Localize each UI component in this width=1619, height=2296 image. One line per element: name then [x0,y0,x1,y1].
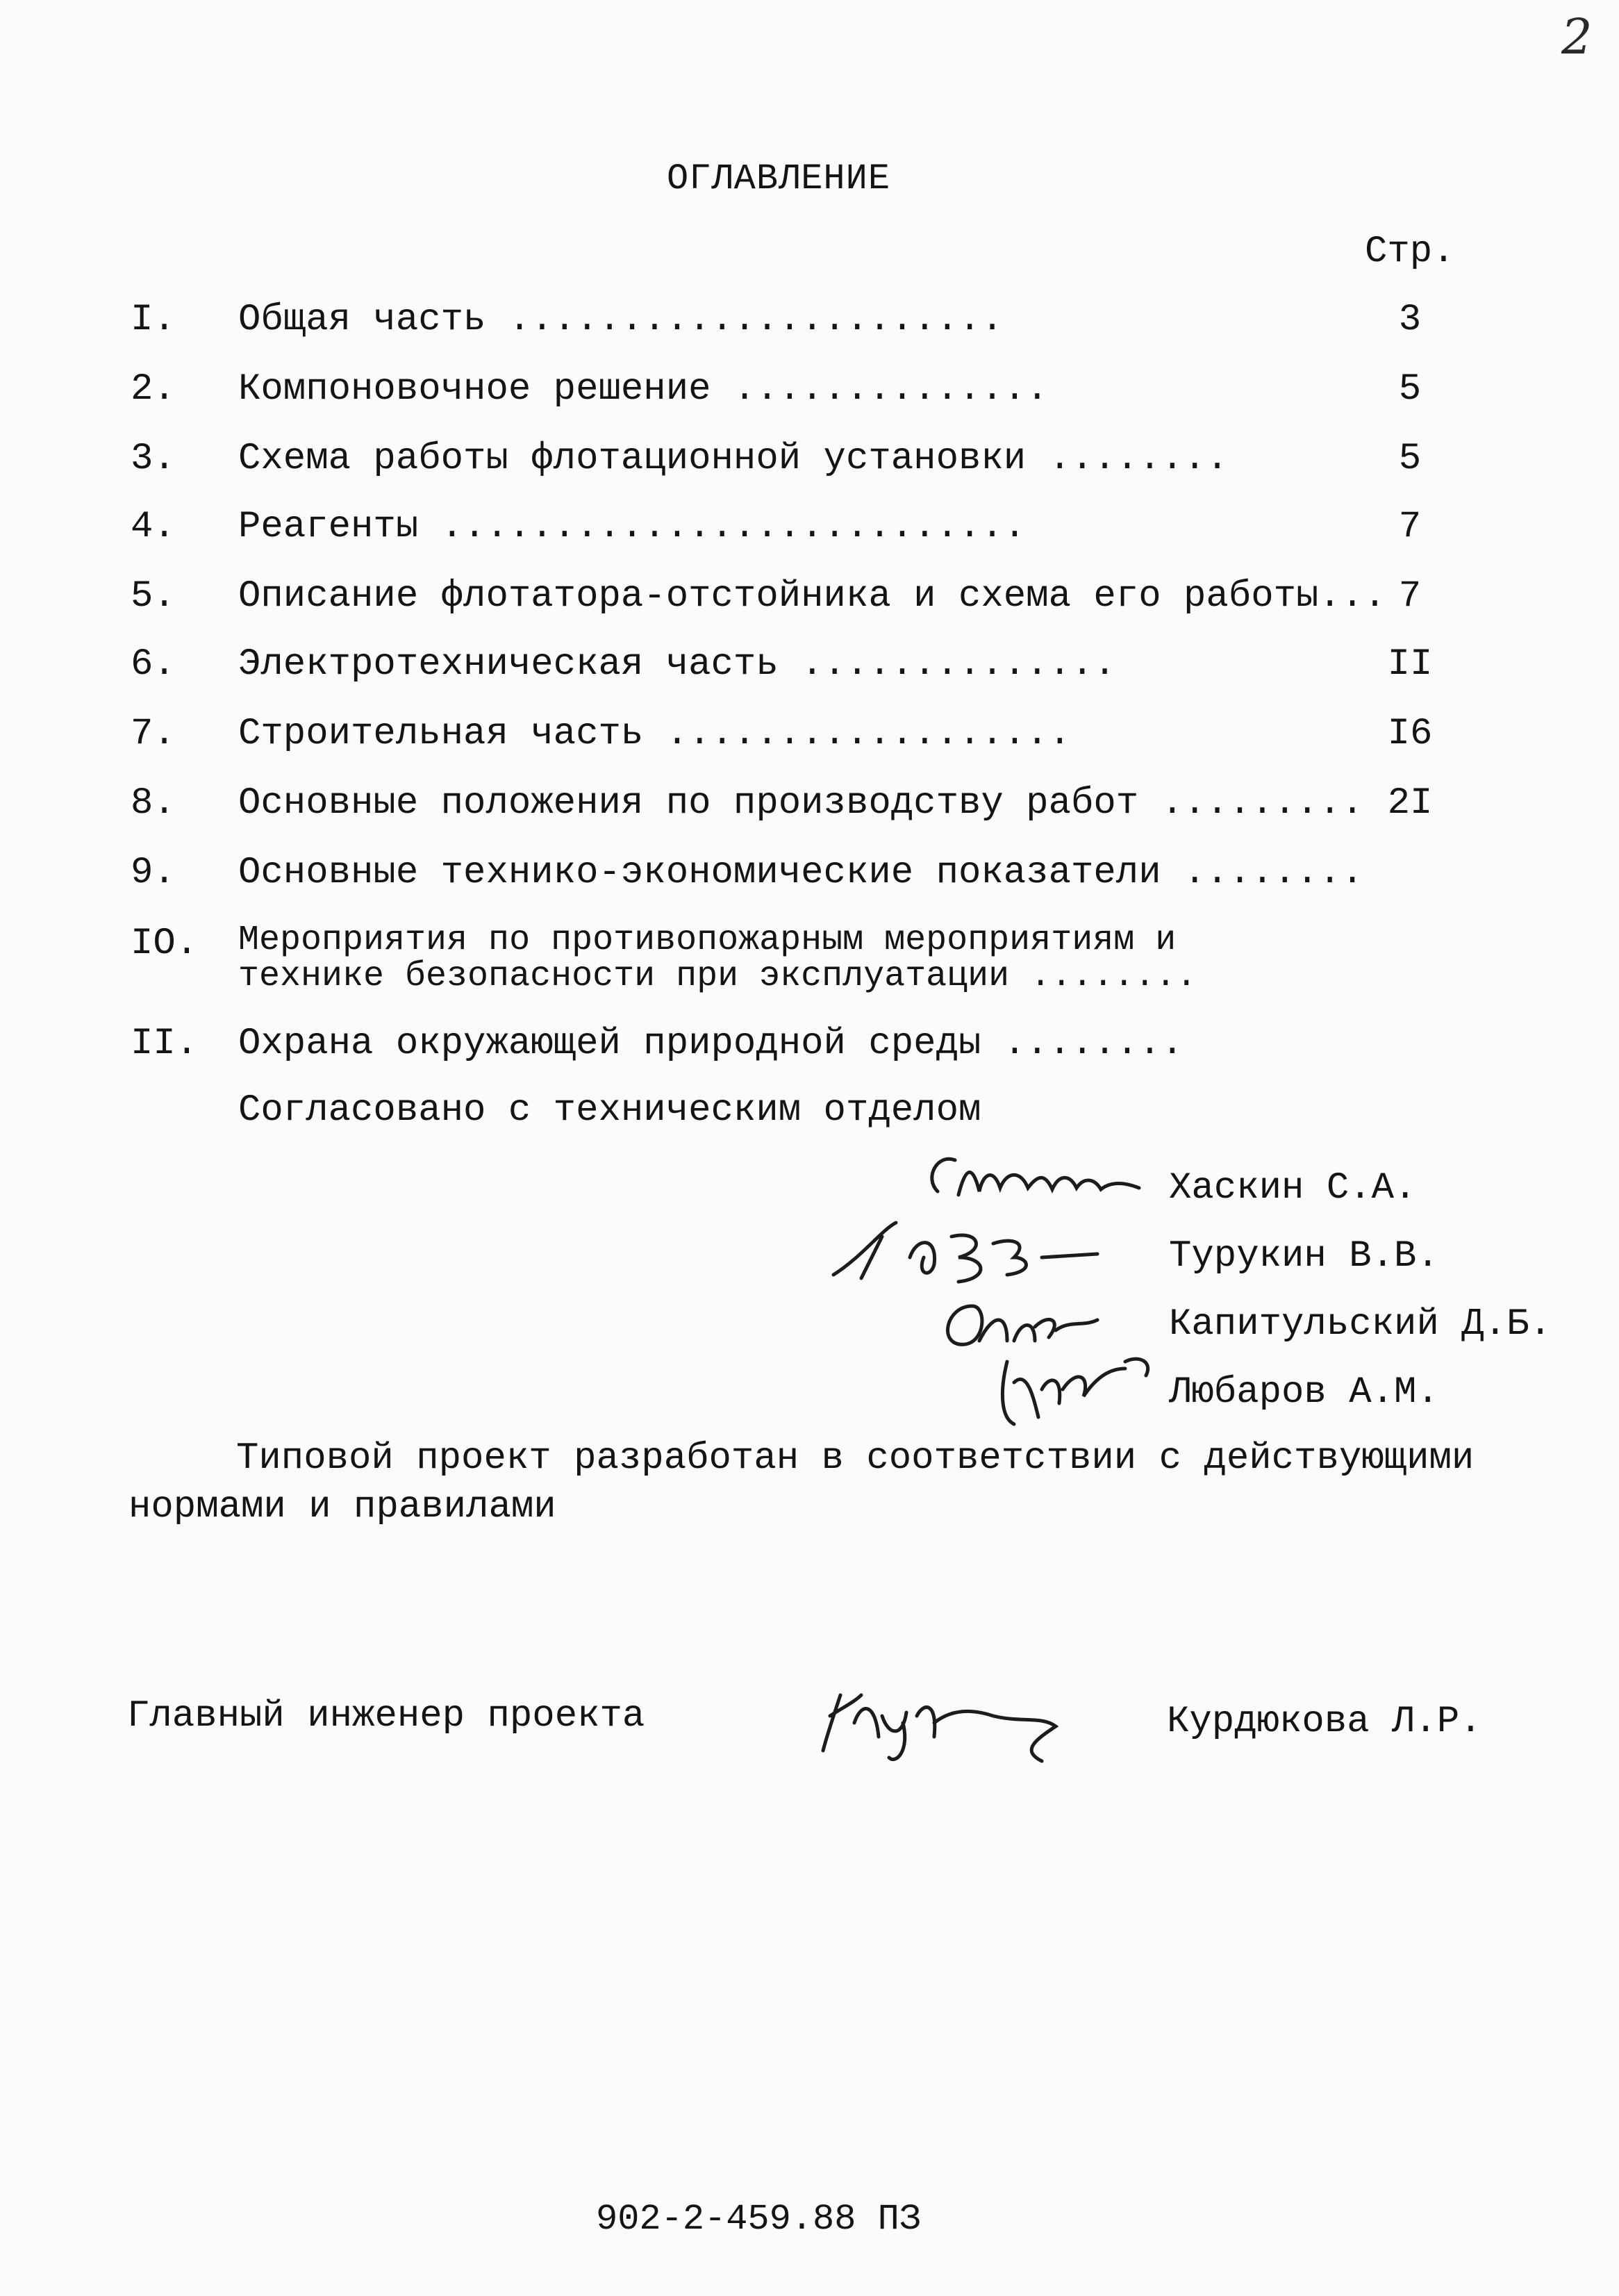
agreed-text: Согласовано с техническим отделом [238,1089,981,1132]
toc-row [0,782,1619,845]
signature-1-icon [917,1139,1153,1216]
toc-title: Компоновочное решение .............. [238,368,1049,411]
toc-number: 4. [131,506,176,548]
signer-name: Любаров А.М. [1169,1371,1439,1414]
toc-page: 7 [1398,506,1422,548]
page-number: 2 [1561,8,1593,65]
toc-title: Мероприятия по противопожарным мероприятиям и технике безопасности при эксплуатации ........ [238,920,1197,996]
toc-row [0,643,1619,706]
toc-title: Охрана окружающей природной среды ........ [238,1023,1184,1065]
chief-engineer-label: Главный инженер проекта [127,1695,645,1737]
toc-row [0,299,1619,361]
toc-number: 9. [131,852,176,894]
page-column-label: Стр. [1365,231,1455,273]
toc-number: 2. [131,368,176,411]
toc-number: 6. [131,643,176,686]
toc-page: 2I [1387,782,1433,825]
toc-page: 5 [1398,368,1422,411]
toc-page: I6 [1387,713,1433,755]
toc-number: 3. [131,438,176,480]
toc-row [0,1023,1619,1085]
toc-number: II. [131,1023,199,1065]
signature-4-icon [986,1341,1167,1438]
chief-signature-icon [813,1674,1077,1771]
toc-title: Электротехническая часть .............. [238,643,1116,686]
toc-title: Реагенты .......................... [238,506,1027,548]
toc-number: 7. [131,713,176,755]
page-title: ОГЛАВЛЕНИЕ [667,158,891,199]
document-code: 902-2-459.88 ПЗ [596,2199,922,2240]
toc-number: I. [131,299,176,341]
toc-title: Схема работы флотационной установки ........ [238,438,1229,480]
toc-number: IO. [131,923,199,965]
toc-row [0,575,1619,638]
statement-line: нормами и правилами [128,1486,556,1528]
signer-name: Турукин В.В. [1169,1235,1439,1278]
signer-name: Капитульский Д.Б. [1169,1303,1552,1346]
toc-row [0,713,1619,775]
toc-number: 8. [131,782,176,825]
toc-title: Основные технико-экономические показатели ........ [238,852,1364,894]
toc-title: Описание флотатора-отстойника и схема его работы... [238,575,1386,618]
toc-number: 5. [131,575,176,618]
table-of-contents [0,0,1619,1146]
toc-title: Основные положения по производству работ ......... [238,782,1364,825]
compliance-statement [128,1435,1518,1532]
toc-title: Общая часть ...................... [238,299,1004,341]
toc-page: 7 [1398,575,1422,618]
toc-title: Строительная часть .................. [238,713,1071,755]
toc-page: II [1387,643,1433,686]
statement-line: Типовой проект разработан в соответствии с действующими [236,1437,1475,1480]
toc-page: 3 [1398,299,1422,341]
toc-row [0,920,1619,1006]
signer-name: Хаскин С.А. [1169,1167,1417,1209]
chief-engineer-name: Курдюкова Л.Р. [1167,1701,1482,1743]
toc-page: 5 [1398,438,1422,480]
toc-row [0,438,1619,500]
toc-row [0,368,1619,431]
toc-row [0,852,1619,914]
toc-row [0,506,1619,568]
